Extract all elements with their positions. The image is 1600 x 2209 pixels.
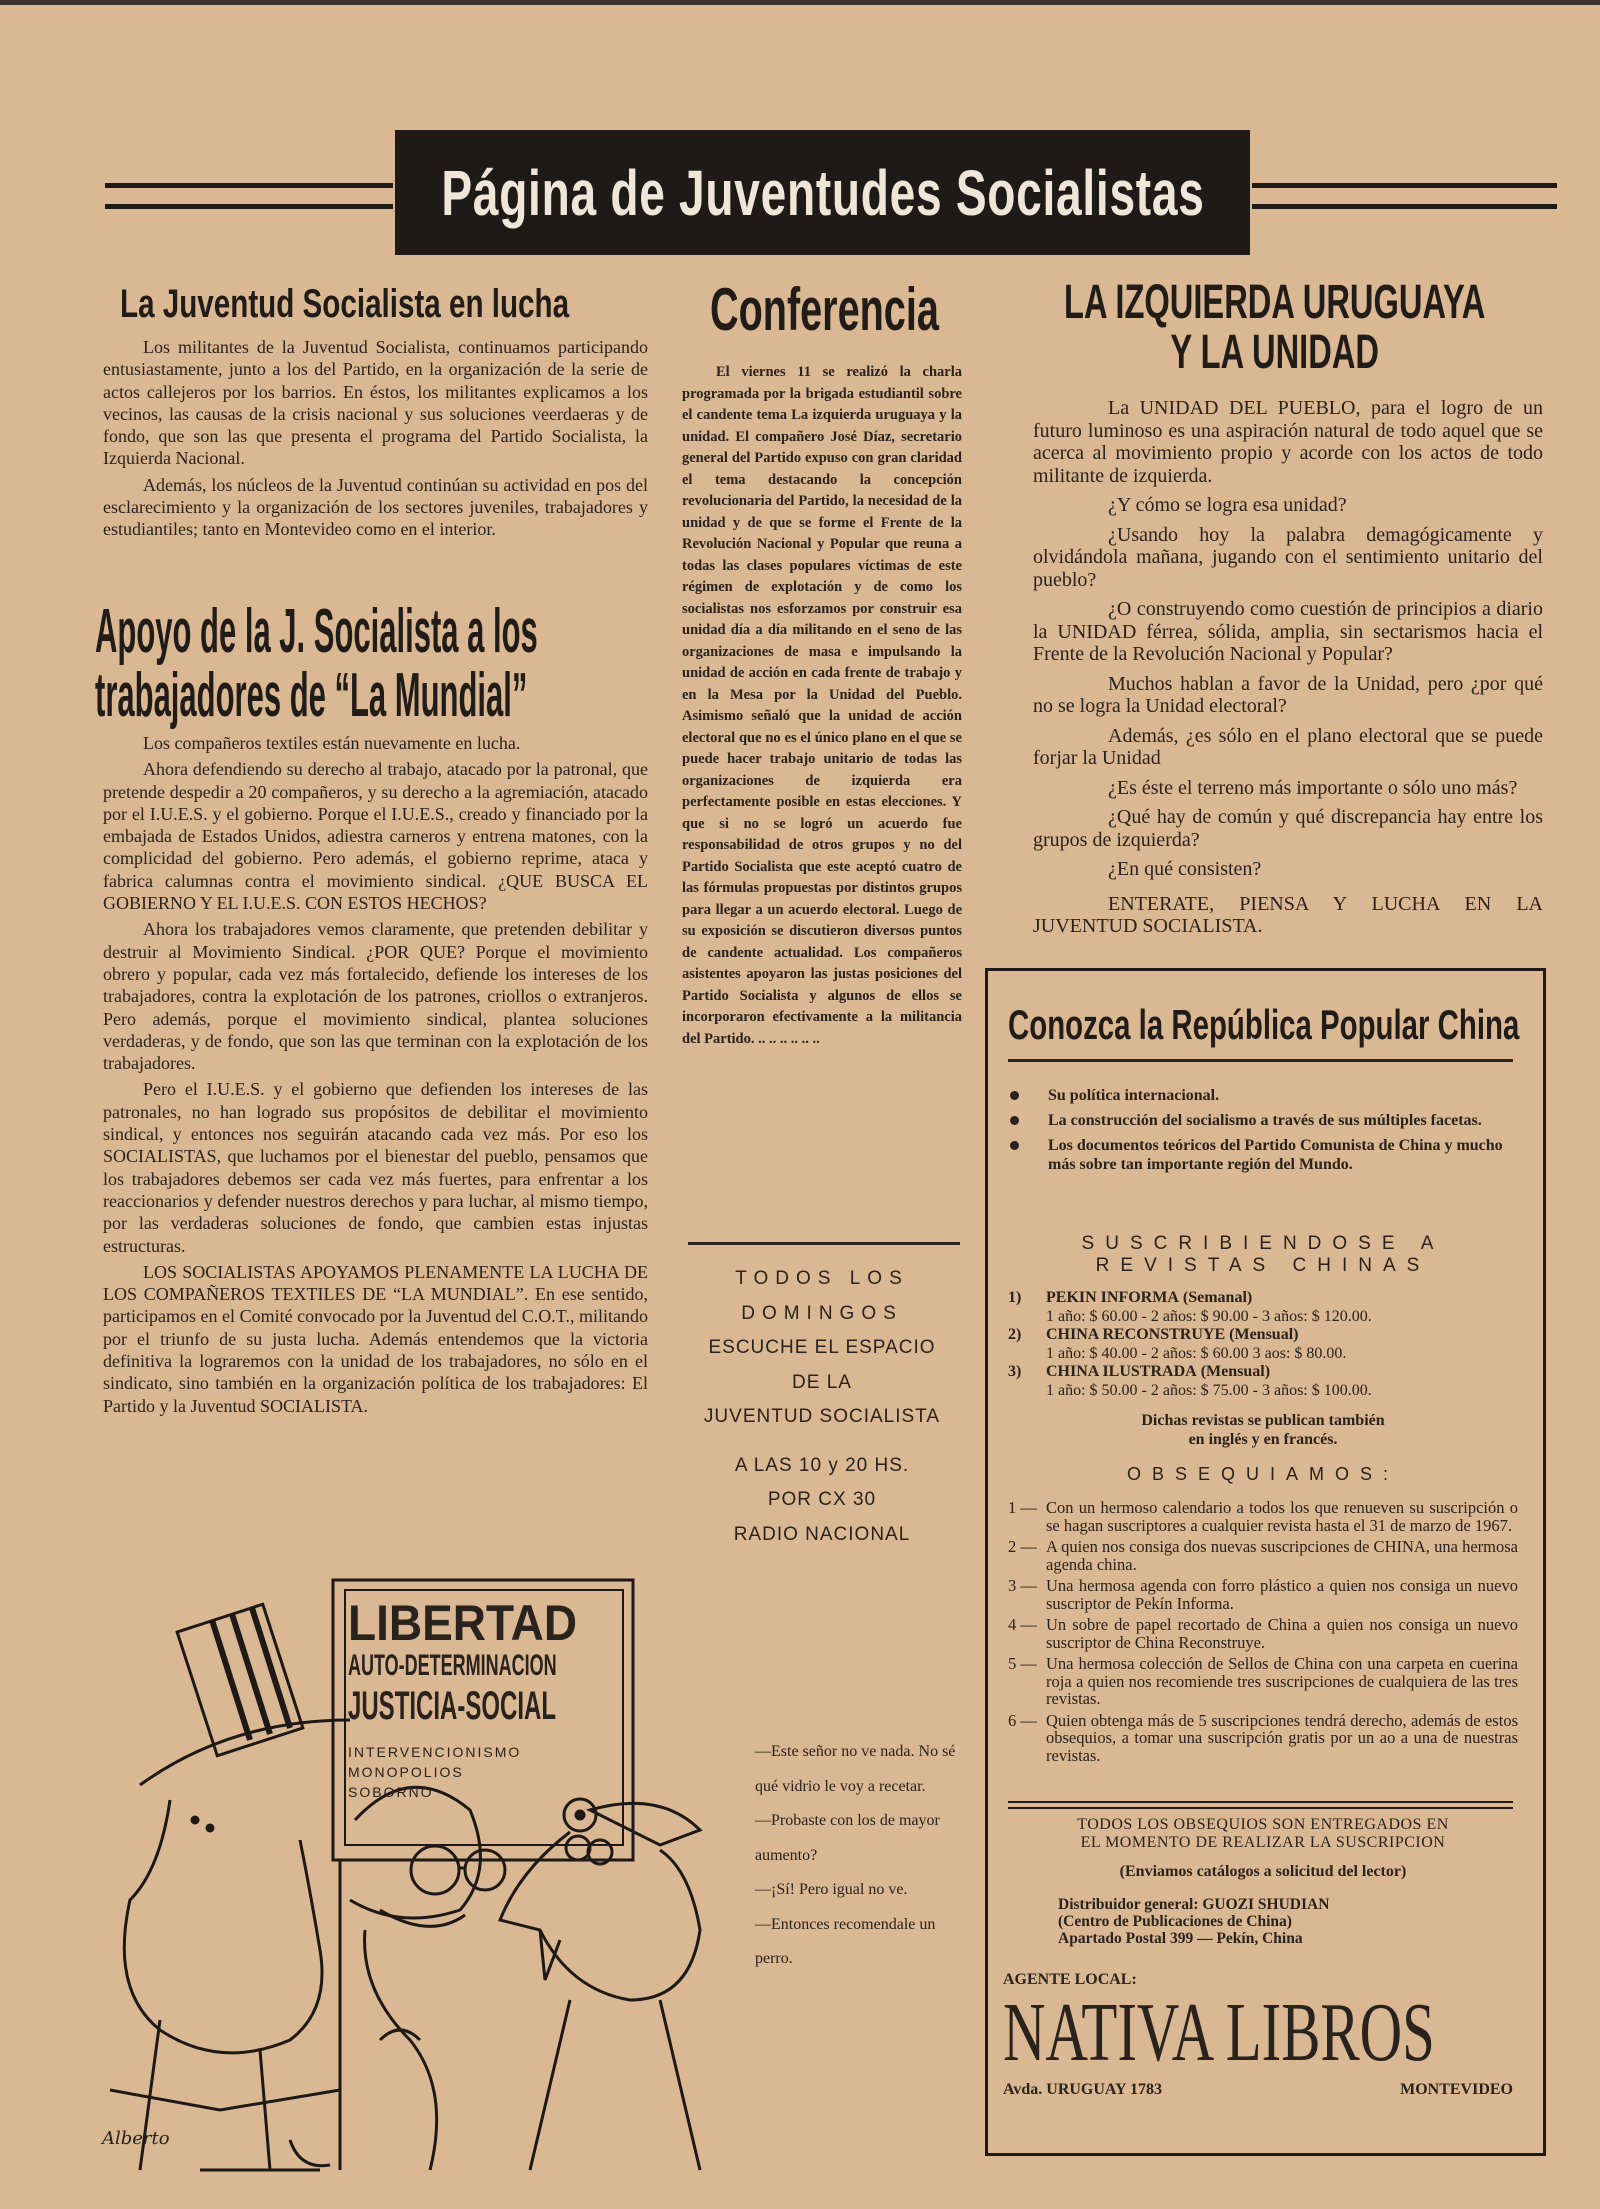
paragraph: Además, ¿es sólo en el plano electoral que se puede forjar la Unidad [1033, 724, 1543, 769]
ad-title-rule [1008, 1059, 1513, 1062]
protest-sign-text [348, 1595, 628, 1802]
bullet-item: Los documentos teóricos del Partido Comunista de China y mucho más sobre tan importante región del Mundo. [1008, 1136, 1518, 1174]
paragraph: ¿Usando hoy la palabra demagógicamente y olvidándola mañana, jugando con el sentimiento unitario del pueblo? [1033, 523, 1543, 591]
header-rule-left [105, 183, 393, 209]
article-title-izquierda-uruguaya [1035, 278, 1514, 378]
paragraph: Ahora defendiendo su derecho al trabajo, atacado por la patronal, que pretende despedir a 20 compañeros, y su derecho a la agremiación, atacado por el I.U.E.S. y el gobierno. Porque el I.U.E.S., creado y financiado por la embajada de Estados Unidos, adiestra carneros y entrena matones, con la complicidad del gobierno. Pero además, el gobierno reprime, ataca y fabrica calumnas contra el movimiento sindical. ¿QUE BUSCA EL GOBIERNO Y EL I.U.E.S. CON ESTOS HECHOS? [103, 759, 648, 914]
sign-small-line: MONOPOLIOS [348, 1764, 464, 1780]
languages-note-line: en inglés y en francés. [1188, 1431, 1338, 1448]
magazine-name: PEKIN INFORMA [1046, 1289, 1179, 1306]
catalog-note: (Enviamos catálogos a solicitud del lector) [1119, 1863, 1407, 1880]
local-agent-label: AGENTE LOCAL: [1003, 1971, 1137, 1988]
magazine-frequency: (Mensual) [1200, 1363, 1271, 1380]
paragraph: La UNIDAD DEL PUEBLO, para el logro de un futuro luminoso es una aspiración natural de todo aquel que se acerca al movimiento propio y acorde con los actos de todo militante de izquierda. [1033, 397, 1543, 487]
paragraph: ¿En qué consisten? [1108, 858, 1262, 880]
sign-small-line: SOBORNO [348, 1784, 434, 1800]
page-top-border [0, 0, 1600, 5]
subscribe-heading-line: REVISTAS CHINAS [1095, 1255, 1431, 1276]
article-title-juventud-en-lucha: La Juventud Socialista en lucha [120, 282, 570, 326]
languages-note [1008, 1411, 1518, 1449]
caption-line: —Entonces recomendale un perro. [755, 1915, 936, 1967]
gift-text: Una hermosa colección de Sellos de China con una carpeta en cuerina roja a quien nos recomiende tres suscripciones de cualquiera de las tres revistas. [1046, 1654, 1518, 1708]
uncle-sam-figure [110, 1604, 350, 2170]
magazine-item [1008, 1289, 1518, 1326]
gift-text: Con un hermoso calendario a todos los que renueven su suscripción o se hagan suscriptores a cualquier revista hasta el 31 de marzo de 1967. [1046, 1498, 1518, 1535]
article-title-apoyo-la-mundial [95, 597, 538, 730]
paragraph: Los compañeros textiles están nuevamente en lucha. [143, 733, 521, 753]
gift-number: 5 — [1008, 1654, 1037, 1673]
radio-line: DE LA [792, 1371, 852, 1393]
title-line: trabajadores de “La Mundial” [95, 661, 528, 730]
gift-number: 4 — [1008, 1615, 1037, 1634]
paragraph: LOS SOCIALISTAS APOYAMOS PLENAMENTE LA LUCHA DE LOS COMPAÑEROS TEXTILES DE “LA MUNDIAL”. En ese sentido, participamos en el Comité convocado por la Juventud del C.O.T., militando por el triunfo de su justa lucha. Además entendemos que la victoria definitiva la lograremos con la unidad de los trabajadores, no sólo en el sindicato, sino también en la organización política de los trabajadores: El Partido y la Juventud SOCIALISTA. [103, 1261, 648, 1416]
china-magazines-ad [985, 968, 1546, 2156]
magazine-item [1008, 1326, 1518, 1363]
gift-item [1008, 1538, 1518, 1573]
magazine-prices: 1 año: $ 50.00 - 2 años: $ 75.00 - 3 años: $ 100.00. [1046, 1381, 1372, 1399]
article-conferencia-body [682, 362, 962, 1050]
article-juventud-en-lucha-body [103, 336, 648, 545]
paragraph: ¿Es éste el terreno más importante o sólo uno más? [1108, 776, 1518, 799]
gift-number: 1 — [1008, 1498, 1037, 1517]
gift-item [1008, 1499, 1518, 1534]
distributor-line: Apartado Postal 399 — Pekín, China [1058, 1930, 1303, 1947]
article-title-conferencia: Conferencia [710, 276, 939, 343]
magazine-prices: 1 año: $ 40.00 - 2 años: $ 60.00 3 aos: $ 80.00. [1046, 1344, 1347, 1362]
gifts-heading: OBSEQUIAMOS: [1126, 1464, 1400, 1484]
column-divider [688, 1242, 960, 1245]
title-line: Y LA UNIDAD [1170, 326, 1379, 379]
caption-line: —¡Sí! Pero igual no ve. [755, 1881, 908, 1898]
sign-line-justicia-social: JUSTICIA-SOCIAL [348, 1684, 557, 1728]
radio-program-notice [682, 1262, 962, 1552]
gift-number: 6 — [1008, 1710, 1037, 1730]
agent-address: Avda. URUGUAY 1783 [1003, 2081, 1162, 2098]
magazine-number: 2) [1008, 1326, 1022, 1343]
paragraph: Además, los núcleos de la Juventud continúan su actividad en pos del esclarecimiento y la organización de los sectores juveniles, trabajadores y estudiantiles; tanto en Montevideo como en el interior. [103, 474, 648, 540]
notice-line: TODOS LOS OBSEQUIOS SON ENTREGADOS EN [1077, 1816, 1449, 1833]
title-line: LA IZQUIERDA URUGUAYA [1064, 276, 1486, 329]
cartoonist-signature: Alberto [102, 2128, 170, 2149]
radio-line: RADIO NACIONAL [733, 1523, 911, 1545]
subscribe-heading [1008, 1233, 1518, 1277]
notice-line: EL MOMENTO DE REALIZAR LA SUSCRIPCION [1080, 1834, 1446, 1851]
page-title: Página de Juventudes Socialistas [440, 156, 1205, 229]
agent-city: MONTEVIDEO [1400, 2081, 1513, 2098]
gift-number: 2 — [1008, 1537, 1037, 1556]
paragraph: ENTERATE, PIENSA Y LUCHA EN LA JUVENTUD SOCIALISTA. [1033, 892, 1543, 937]
distributor-info [1058, 1896, 1498, 1947]
gift-number: 3 — [1008, 1576, 1037, 1595]
gift-item [1008, 1655, 1518, 1708]
article-izquierda-uruguaya-body [1033, 397, 1543, 945]
article-apoyo-la-mundial-body [103, 732, 648, 1421]
magazine-frequency: (Mensual) [1229, 1326, 1299, 1343]
paragraph: ¿O construyendo como cuestión de principios a diario la UNIDAD férrea, sólida, amplia, sin sectarismos hacia el Frente de la Revolución Nacional y Popular? [1033, 598, 1543, 665]
paragraph: Pero el I.U.E.S. y el gobierno que defienden los intereses de las patronales, no han logrado sus propósitos de debilitar el movimiento sindical, y entonces nos seguirán atacando cada vez más. Por eso los SOCIALISTAS, que luchamos por el bienestar del pueblo, pensamos que los trabajadores debemos ser cada vez más fuertes, para enfrentar a los reaccionarios y defender nuestros derechos y para luchar, al mismo tiempo, por las verdaderas soluciones de fondo, que cambien estas injustas estructuras. [103, 1079, 648, 1256]
magazine-name: CHINA RECONSTRUYE [1046, 1326, 1226, 1343]
local-agent-name: NATIVA LIBROS [1003, 1986, 1435, 2079]
ad-title: Conozca la República Popular China [1008, 1001, 1520, 1048]
ad-double-rule [1008, 1801, 1513, 1809]
gifts-delivery-notice [1008, 1816, 1518, 1852]
page-header-banner [395, 130, 1250, 255]
paragraph: Los militantes de la Juventud Socialista, continuamos participando entusiastamente, junto a los del Partido, en la organización de la serie de actos callejeros por los barrios. En éstos, los militantes explicamos a los vecinos, las causas de la crisis nacional y sus soluciones veerdaeras y de fondo, que son las que presenta el programa del Partido Socialista, la Izquierda Nacional. [103, 337, 648, 469]
bullet-item: La construcción del socialismo a través de sus múltiples facetas. [1008, 1111, 1518, 1130]
caption-line: —Este señor no ve nada. No sé qué vidrio le voy a recetar. [755, 1743, 956, 1795]
cartoon-caption [755, 1735, 960, 1977]
title-line: Apoyo de la J. Socialista a los [95, 597, 538, 666]
radio-line: ESCUCHE EL ESPACIO [708, 1337, 936, 1358]
gift-item [1008, 1616, 1518, 1651]
radio-line: JUVENTUD SOCIALISTA [703, 1406, 941, 1427]
radio-line: A LAS 10 y 20 HS. [734, 1454, 910, 1476]
magazine-price-list [1008, 1289, 1518, 1400]
languages-note-line: Dichas revistas se publican también [1141, 1412, 1385, 1429]
paragraph: Ahora los trabajadores vemos claramente, que pretenden debilitar y destruir al Movimiento Sindical. ¿POR QUE? Porque el movimiento obrero y popular, cada vez más fortalecido, defiende los intereses de los trabajadores, contra la explotación de los patrones, criollos o extranjeros. Pero además, porque el movimiento sindical, plantea soluciones verdaderas, y de fondo, que son las que terminan con la explotación de los trabajadores. [103, 919, 648, 1074]
magazine-frequency: (Semanal) [1182, 1289, 1253, 1306]
radio-line: POR CX 30 [767, 1489, 877, 1510]
gift-item [1008, 1712, 1518, 1765]
radio-line: DOMINGOS [741, 1302, 903, 1324]
sign-line-autodeterminacion: AUTO-DETERMINACION [348, 1649, 557, 1682]
radio-line: TODOS LOS [735, 1268, 909, 1289]
magazine-number: 3) [1008, 1363, 1022, 1380]
paragraph: Muchos hablan a favor de la Unidad, pero ¿por qué no se logra la Unidad electoral? [1033, 672, 1543, 717]
ad-bullet-list [1008, 1086, 1518, 1180]
paragraph: ¿Qué hay de común y qué discrepancia hay entre los grupos de izquierda? [1033, 806, 1543, 851]
magazine-name: CHINA ILUSTRADA [1046, 1363, 1197, 1380]
distributor-line: (Centro de Publicaciones de China) [1058, 1913, 1292, 1930]
gift-item [1008, 1577, 1518, 1612]
doctor-figure [500, 1799, 700, 2170]
header-rule-right [1252, 183, 1557, 209]
magazine-prices: 1 año: $ 60.00 - 2 años: $ 90.00 - 3 años: $ 120.00. [1046, 1307, 1372, 1325]
gift-text: A quien nos consiga dos nuevas suscripciones de CHINA, una hermosa agenda china. [1046, 1537, 1518, 1574]
magazine-item [1008, 1363, 1518, 1400]
caption-line: —Probaste con los de mayor aumento? [755, 1812, 940, 1864]
gifts-list [1008, 1499, 1518, 1768]
magazine-number: 1) [1008, 1289, 1022, 1306]
sign-line-libertad: LIBERTAD [348, 1595, 578, 1651]
subscribe-heading-line: SUSCRIBIENDOSE A [1081, 1233, 1445, 1254]
sign-small-line: INTERVENCIONISMO [348, 1744, 522, 1760]
gift-text: Una hermosa agenda con forro plástico a quien nos consiga un nuevo suscriptor de Pekín Informa. [1046, 1576, 1518, 1613]
bullet-item: Su política internacional. [1008, 1086, 1518, 1105]
distributor-line: Distribuidor general: GUOZI SHUDIAN [1058, 1896, 1330, 1913]
paragraph: ¿Y cómo se logra esa unidad? [1108, 494, 1347, 516]
gift-text: Quien obtenga más de 5 suscripciones tendrá derecho, además de estos obsequios, a tomar una suscripción gratis por un ao a una de nuestras revistas. [1046, 1710, 1518, 1765]
gift-text: Un sobre de papel recortado de China a quien nos consiga un nuevo suscriptor de China Reconstruye. [1046, 1615, 1518, 1652]
paragraph: El viernes 11 se realizó la charla programada por la brigada estudiantil sobre el candente tema La izquierda uruguaya y la unidad. El compañero José Díaz, secretario general del Partido expuso con gran claridad el tema destacando la concepción revolucionaria del Partido, la necesidad de la unidad y de que se forme el Frente de la Revolución Nacional y Popular que reuna a todas las clases populares víctimas de este régimen de explotación y de como los socialistas nos esforzamos por construir esa unidad día a día militando en el seno de las organizaciones de masa e impulsando la unidad de acción en cada frente de trabajo y en la Mesa por la Unidad del Pueblo. Asimismo señaló que la unidad de acción electoral que no es el único plano en el que se puede hacer trabajo unitario de todas las organizaciones de izquierda era perfectamente posible en estas elecciones. Y que si no se logró un acuerdo fue responsabilidad de otros grupos y no del Partido Socialista que este aceptó cuatro de las fórmulas propuestas por distintos grupos para llegar a un acuerdo electoral. Luego de su exposición se discutieron diversos puntos de candente actualidad. Los compañeros asistentes apoyaron las justas posiciones del Partido Socialista y algunos de ellos se incorporaron efectivamente a la militancia del Partido. .. .. .. .. .. .. [682, 364, 962, 1047]
